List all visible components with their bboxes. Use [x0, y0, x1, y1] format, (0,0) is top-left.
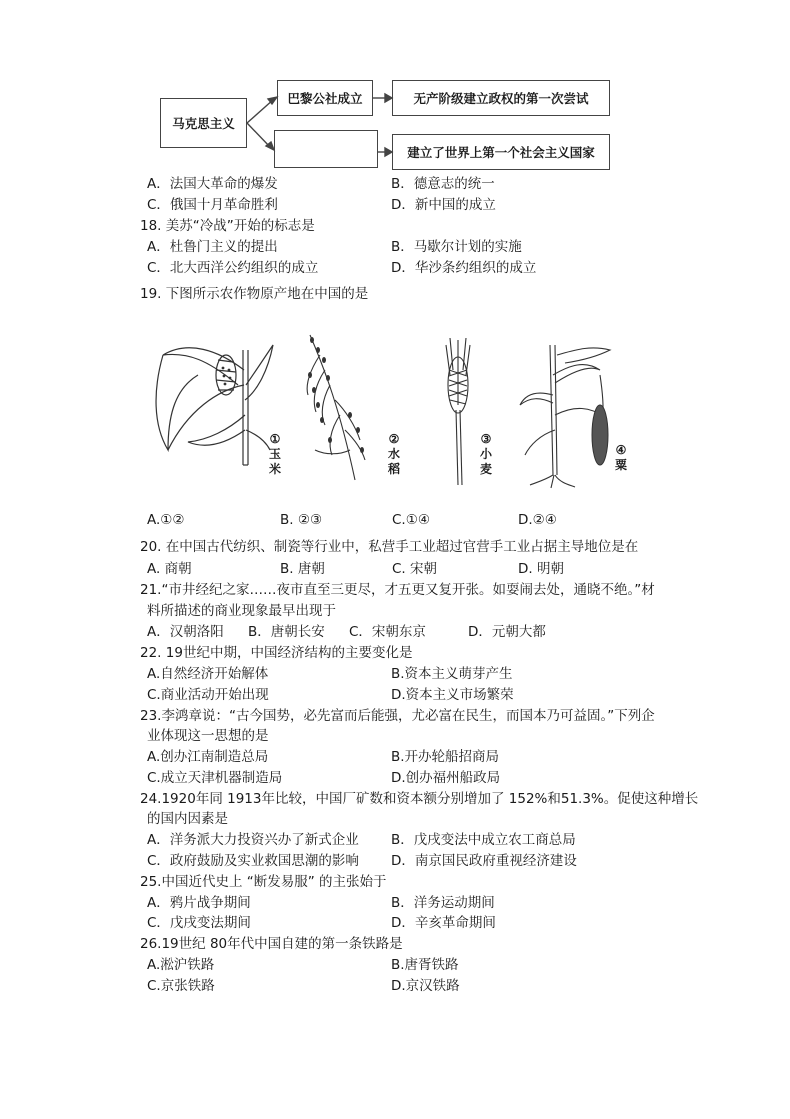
q24-stem-line1: 24.1920年同 1913年比较，中国厂矿数和资本额分别增加了 152%和51.3%。促使这种增长 [140, 791, 699, 807]
diagram-root-box: 马克思主义 [160, 98, 247, 148]
diagram-top-result-box: 无产阶级建立政权的第一次尝试 [392, 80, 610, 116]
q18-option-b[interactable]: B．马歇尔计划的实施 [391, 239, 522, 255]
wheat-label: ③ 小 麦 [479, 432, 492, 476]
q23-option-a[interactable]: A.创办江南制造总局 [147, 749, 269, 765]
q18-option-a[interactable]: A．杜鲁门主义的提出 [147, 239, 278, 255]
q22-option-d[interactable]: D.资本主义市场繁荣 [391, 687, 514, 703]
q19-option-b[interactable]: B. ②③ [280, 512, 323, 528]
q21-stem-line2: 料所描述的商业现象最早出现于 [147, 603, 336, 619]
q26-option-a[interactable]: A.淞沪铁路 [147, 957, 215, 973]
q25-option-d[interactable]: D．辛亥革命期间 [391, 915, 496, 931]
q21-option-c[interactable]: C．宋朝东京 [349, 624, 426, 640]
q17-option-a[interactable]: A．法国大革命的爆发 [147, 176, 278, 192]
q24-option-d[interactable]: D．南京国民政府重视经济建设 [391, 853, 577, 869]
q23-stem-line2: 业体现这一思想的是 [147, 728, 269, 744]
q21-option-d[interactable]: D．元朝大都 [468, 624, 546, 640]
q24-option-a[interactable]: A．洋务派大力投资兴办了新式企业 [147, 832, 359, 848]
millet-label: ④ 粟 [614, 443, 627, 472]
rice-label: ② 水 稻 [387, 432, 400, 476]
q21-stem-line1: 21.“市井经纪之家……夜市直至三更尽，才五更又复开张。如耍闹去处，通晓不绝。”材 [140, 582, 655, 598]
q18-stem: 18. 美苏“冷战”开始的标志是 [140, 218, 315, 234]
q17-option-b[interactable]: B．德意志的统一 [391, 176, 495, 192]
diagram-top-event-box: 巴黎公社成立 [277, 80, 373, 116]
q21-option-b[interactable]: B．唐朝长安 [248, 624, 325, 640]
q22-option-a[interactable]: A.自然经济开始解体 [147, 666, 269, 682]
q20-stem: 20. 在中国古代纺织、制瓷等行业中，私营手工业超过官营手工业占据主导地位是在 [140, 539, 639, 555]
q23-option-c[interactable]: C.成立天津机器制造局 [147, 770, 283, 786]
q18-option-d[interactable]: D．华沙条约组织的成立 [391, 260, 537, 276]
q20-option-c[interactable]: C. 宋朝 [392, 561, 438, 577]
diagram-bottom-result-box: 建立了世界上第一个社会主义国家 [392, 134, 610, 170]
q17-option-c[interactable]: C．俄国十月革命胜利 [147, 197, 278, 213]
q26-option-b[interactable]: B.唐胥铁路 [391, 957, 459, 973]
q22-stem: 22. 19世纪中期，中国经济结构的主要变化是 [140, 645, 413, 661]
q19-option-c[interactable]: C.①④ [392, 512, 430, 528]
corn-label: ① 玉 米 [268, 432, 281, 476]
q23-option-b[interactable]: B.开办轮船招商局 [391, 749, 500, 765]
q25-option-c[interactable]: C．戊戌变法期间 [147, 915, 251, 931]
q25-stem: 25.中国近代史上 “断发易服” 的主张始于 [140, 874, 387, 890]
q19-option-a[interactable]: A.①② [147, 512, 185, 528]
q25-option-a[interactable]: A．鸦片战争期间 [147, 895, 251, 911]
q19-stem: 19. 下图所示农作物原产地在中国的是 [140, 286, 369, 302]
q26-option-c[interactable]: C.京张铁路 [147, 978, 215, 994]
q17-option-d[interactable]: D．新中国的成立 [391, 197, 496, 213]
q24-option-b[interactable]: B．戊戌变法中成立农工商总局 [391, 832, 576, 848]
q20-option-d[interactable]: D. 明朝 [518, 561, 564, 577]
q22-option-b[interactable]: B.资本主义萌芽产生 [391, 666, 513, 682]
q25-option-b[interactable]: B．洋务运动期间 [391, 895, 495, 911]
q24-option-c[interactable]: C．政府鼓励及实业救国思潮的影响 [147, 853, 359, 869]
q23-option-d[interactable]: D.创办福州船政局 [391, 770, 501, 786]
q26-stem: 26.19世纪 80年代中国自建的第一条铁路是 [140, 936, 403, 952]
q21-option-a[interactable]: A．汉朝洛阳 [147, 624, 224, 640]
diagram-connectors [0, 0, 790, 200]
rice-illustration [300, 330, 390, 490]
q19-option-d[interactable]: D.②④ [518, 512, 557, 528]
q18-option-c[interactable]: C．北大西洋公约组织的成立 [147, 260, 319, 276]
q20-option-b[interactable]: B. 唐朝 [280, 561, 325, 577]
q26-option-d[interactable]: D.京汉铁路 [391, 978, 460, 994]
q23-stem-line1: 23.李鸿章说：“古今国势，必先富而后能强，尤必富在民生，而国本乃可益固。”下列企 [140, 708, 655, 724]
q24-stem-line2: 的国内因素是 [147, 811, 228, 827]
q20-option-a[interactable]: A. 商朝 [147, 561, 192, 577]
q22-option-c[interactable]: C.商业活动开始出现 [147, 687, 269, 703]
